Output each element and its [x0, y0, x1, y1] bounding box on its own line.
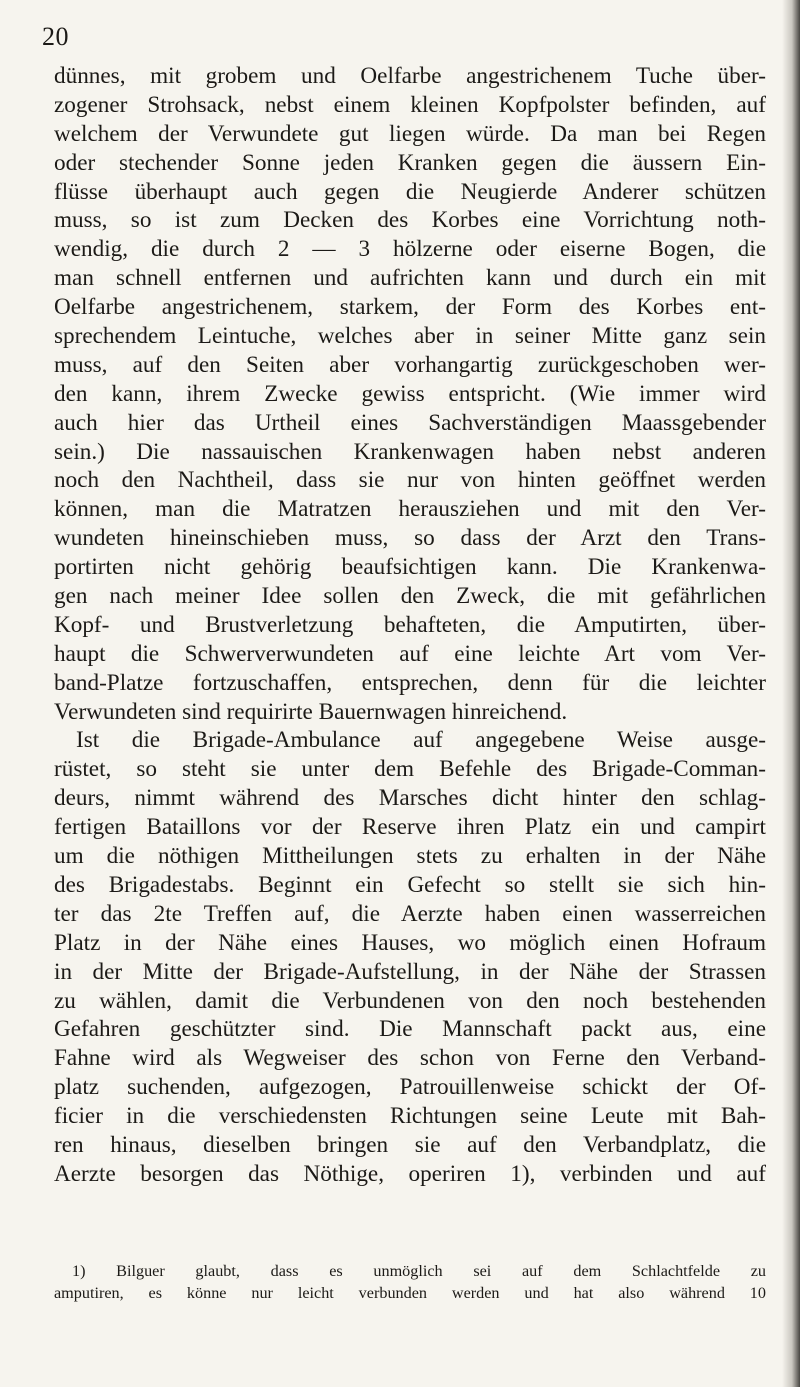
body-text — [54, 62, 766, 1189]
text-line: gen nach meiner Idee sollen den Zweck, die mit gefährlichen — [54, 583, 766, 610]
text-line: den kann, ihrem Zwecke gewiss entspricht. (Wie immer wird — [54, 380, 766, 407]
text-line: können, man die Matratzen herausziehen und mit den Ver- — [54, 496, 766, 523]
text-line: zogener Strohsack, nebst einem kleinen Kopfpolster befinden, auf — [54, 91, 766, 118]
text-line: flüsse überhaupt auch gegen die Neugierde Anderer schützen — [54, 178, 766, 205]
text-line: Oelfarbe angestrichenem, starkem, der Form des Korbes ent- — [54, 294, 766, 321]
text-line: Kopf- und Brustverletzung behafteten, die Amputirten, über- — [54, 611, 766, 638]
text-line: um die nöthigen Mittheilungen stets zu erhalten in der Nähe — [54, 843, 766, 870]
text-line: in der Mitte der Brigade-Aufstellung, in der Nähe der Strassen — [54, 958, 766, 985]
text-line: ter das 2te Treffen auf, die Aerzte haben einen wasserreichen — [54, 900, 766, 927]
text-line: sein.) Die nassauischen Krankenwagen haben nebst anderen — [54, 438, 766, 465]
text-line: band-Platze fortzuschaffen, entsprechen, denn für die leichter — [54, 669, 766, 696]
text-line: welchem der Verwundete gut liegen würde. Da man bei Regen — [54, 120, 766, 147]
footnotes — [54, 1260, 766, 1304]
text-line: noch den Nachtheil, dass sie nur von hinten geöffnet werden — [54, 467, 766, 494]
text-line: Verwundeten sind requirirte Bauernwagen hinreichend. — [54, 698, 568, 725]
page-edge-shadow — [782, 0, 800, 1387]
text-line: Gefahren geschützter sind. Die Mannschaft packt aus, eine — [54, 1016, 766, 1043]
text-line: auch hier das Urtheil eines Sachverständigen Maassgebender — [54, 409, 766, 436]
text-line: haupt die Schwerverwundeten auf eine leichte Art vom Ver- — [54, 640, 766, 667]
text-line: man schnell entfernen und aufrichten kann und durch ein mit — [54, 265, 766, 292]
text-line: deurs, nimmt während des Marsches dicht hinter den schlag- — [54, 785, 766, 812]
text-line: muss, so ist zum Decken des Korbes eine Vorrichtung noth- — [54, 207, 766, 234]
text-line: fertigen Bataillons vor der Reserve ihren Platz ein und campirt — [54, 814, 766, 841]
text-line: Platz in der Nähe eines Hauses, wo möglich einen Hofraum — [54, 929, 766, 956]
text-line: oder stechender Sonne jeden Kranken gegen die äussern Ein- — [54, 149, 766, 176]
text-line: Fahne wird als Wegweiser des schon von Ferne den Verband- — [54, 1045, 766, 1072]
footnote-line: 1) Bilguer glaubt, dass es unmöglich sei auf dem Schlachtfelde zu — [72, 1262, 766, 1280]
text-line: wundeten hineinschieben muss, so dass der Arzt den Trans- — [54, 525, 766, 552]
text-line: Aerzte besorgen das Nöthige, operiren 1), verbinden und auf — [54, 1160, 766, 1187]
footnote-line: amputiren, es könne nur leicht verbunden werden und hat also während 10 — [54, 1284, 766, 1302]
text-line: Ist die Brigade-Ambulance auf angegebene Weise ausge- — [76, 727, 766, 754]
text-line: portirten nicht gehörig beaufsichtigen kann. Die Krankenwa- — [54, 554, 766, 581]
text-line: des Brigadestabs. Beginnt ein Gefecht so stellt sie sich hin- — [54, 871, 766, 898]
text-line: muss, auf den Seiten aber vorhangartig zurückgeschoben wer- — [54, 351, 766, 378]
text-line: zu wählen, damit die Verbundenen von den noch bestehenden — [54, 987, 766, 1014]
text-line: platz suchenden, aufgezogen, Patrouillenweise schickt der Of- — [54, 1074, 766, 1101]
text-line: ren hinaus, dieselben bringen sie auf den Verbandplatz, die — [54, 1131, 766, 1158]
text-line: dünnes, mit grobem und Oelfarbe angestrichenem Tuche über- — [54, 63, 766, 89]
text-line: sprechendem Leintuche, welches aber in seiner Mitte ganz sein — [54, 323, 766, 350]
text-line: rüstet, so steht sie unter dem Befehle des Brigade-Comman- — [54, 756, 766, 783]
text-line: ficier in die verschiedensten Richtungen seine Leute mit Bah- — [54, 1103, 766, 1130]
text-line: wendig, die durch 2 — 3 hölzerne oder eiserne Bogen, die — [54, 236, 766, 263]
page-number: 20 — [42, 22, 69, 51]
